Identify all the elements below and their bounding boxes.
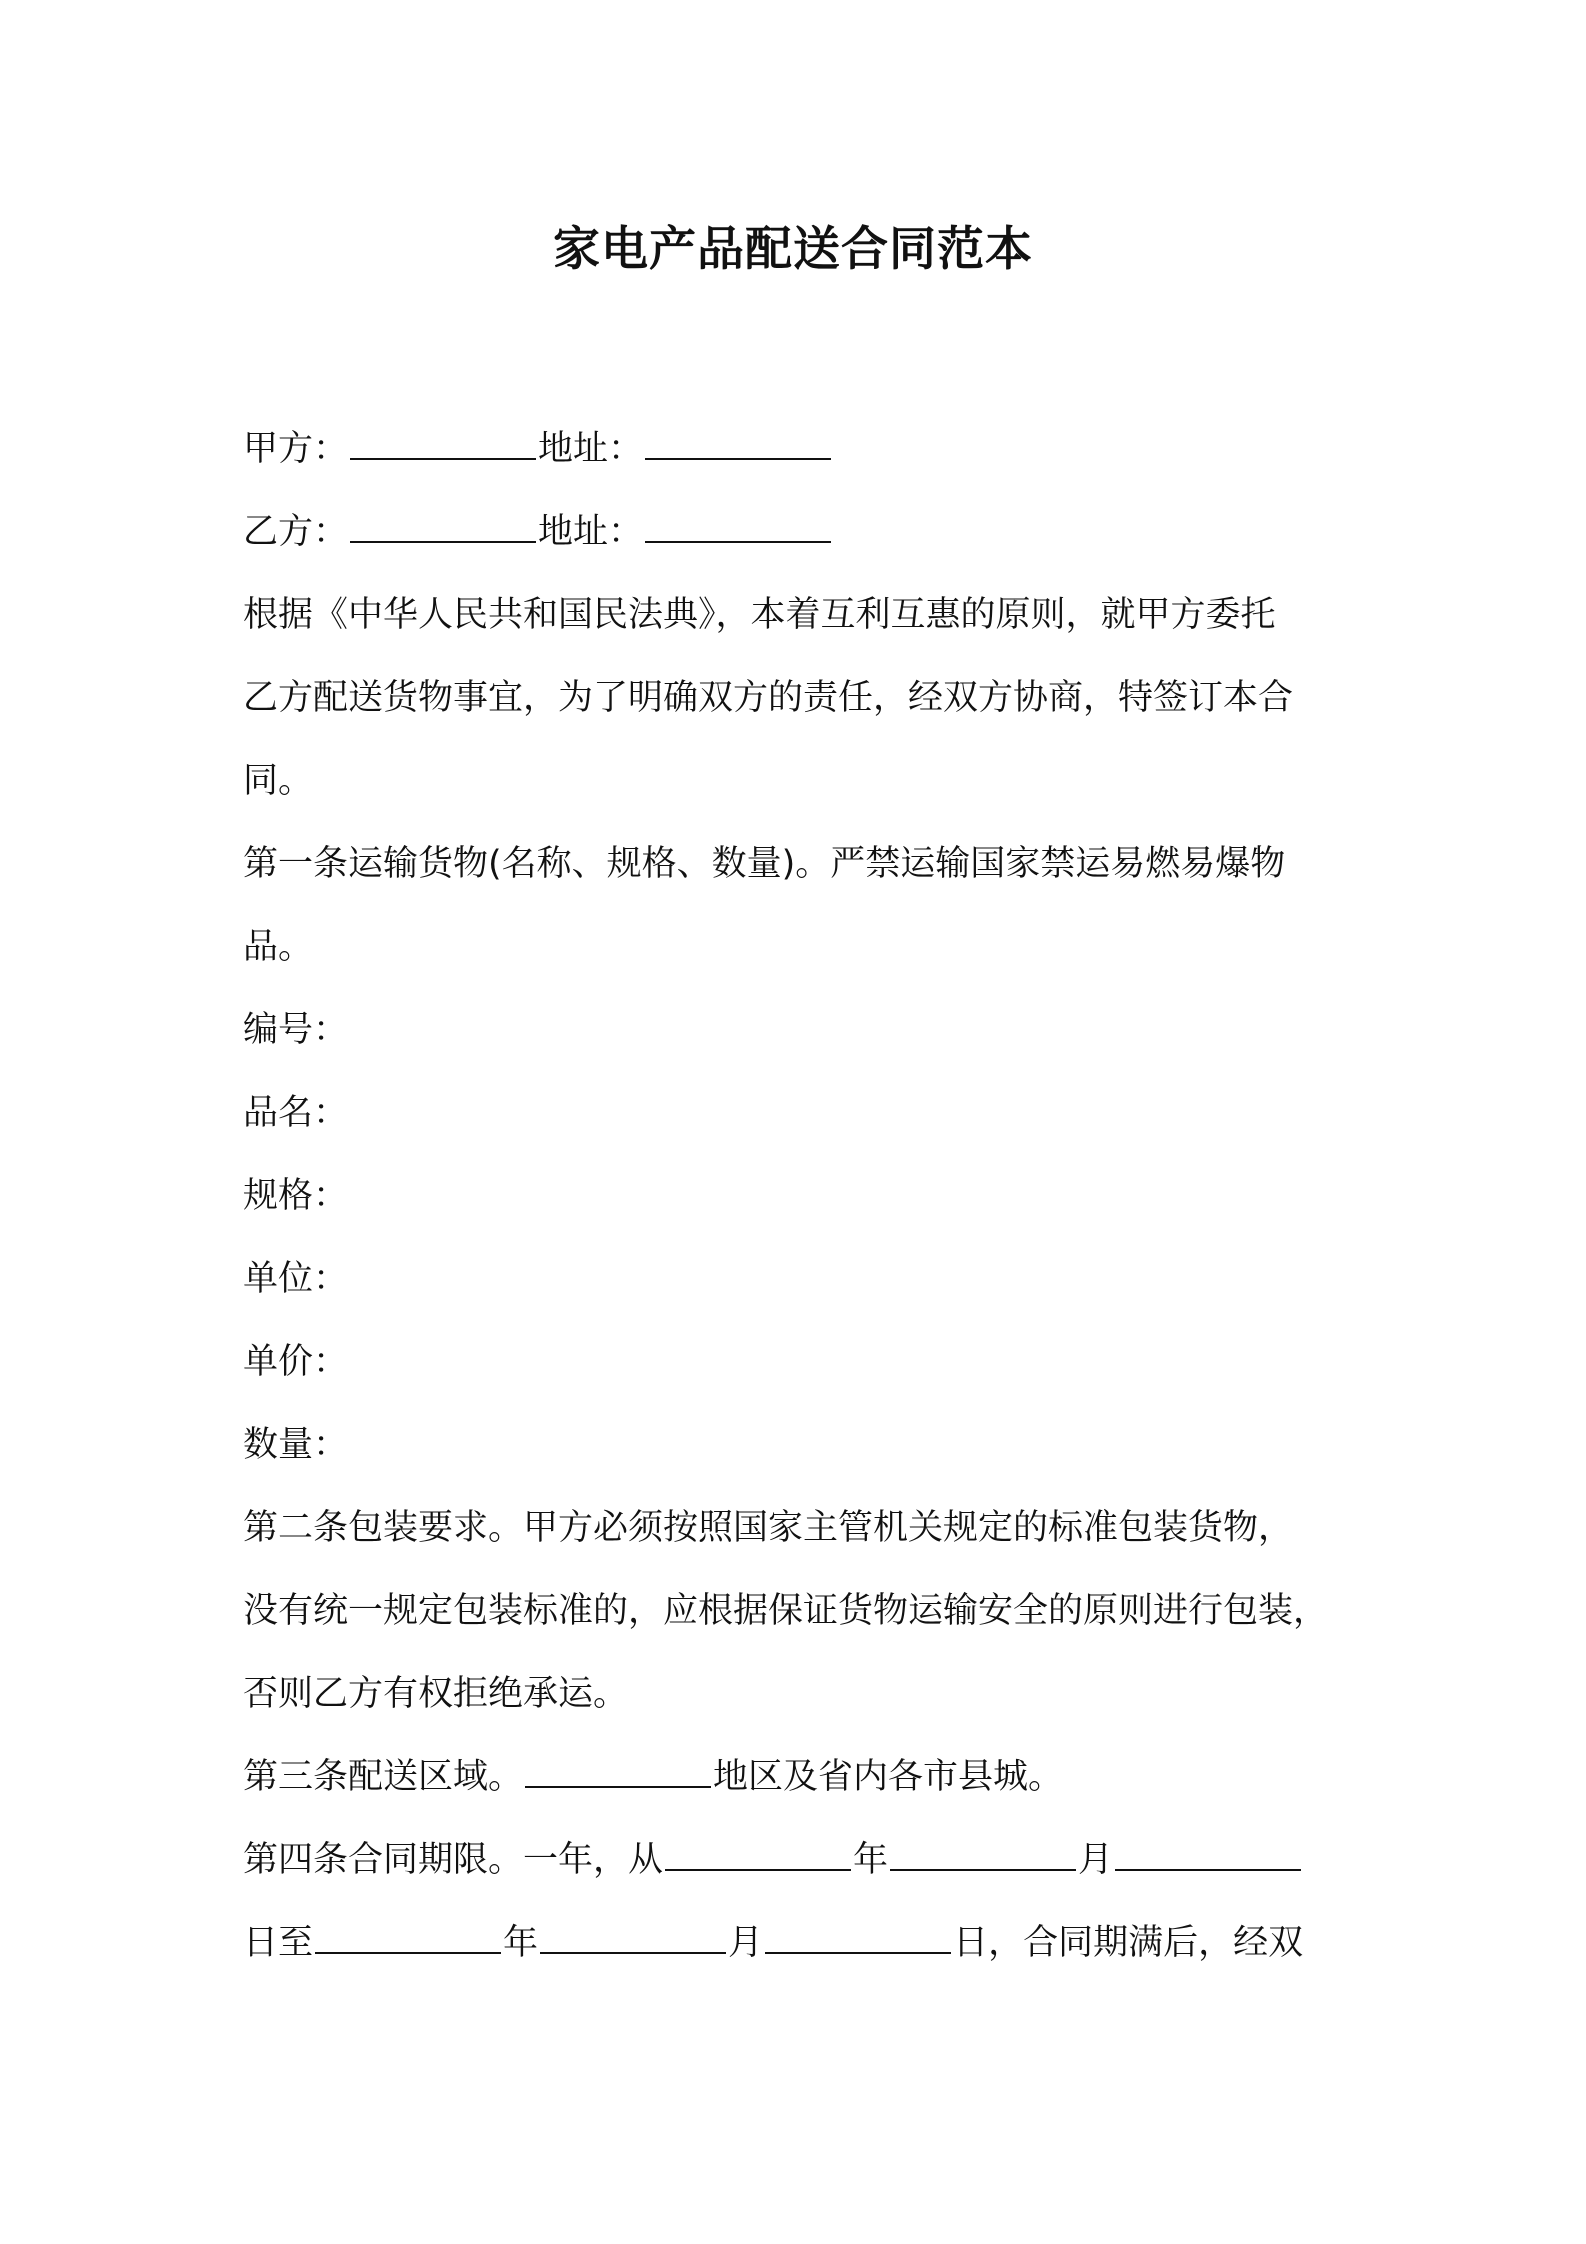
field-number: 编号： (243, 1010, 349, 1050)
region-blank (525, 1741, 711, 1788)
article2-line-2: 没有统一规定包装标准的，应根据保证货物运输安全的原则进行包装， (243, 1591, 1329, 1631)
party-b-address-label: 地址： (538, 512, 644, 552)
party-a-address-blank (645, 413, 831, 460)
article3-prefix: 第三条配送区域。 (243, 1757, 524, 1797)
intro-line-1: 根据《中华人民共和国民法典》，本着互利互惠的原则，就甲方委托 (243, 595, 1276, 635)
article3-line (243, 1736, 1373, 1819)
article2-line-1: 第二条包装要求。甲方必须按照国家主管机关规定的标准包装货物， (243, 1508, 1294, 1548)
start-month-blank (890, 1824, 1076, 1871)
article1-line-1: 第一条运输货物(名称、规格、数量)。严禁运输国家禁运易燃易爆物 (243, 844, 1286, 884)
document-body (243, 408, 1373, 1985)
party-b-address-blank (645, 496, 831, 543)
article4-prefix: 第四条合同期限。一年，从 (243, 1840, 664, 1880)
field-unit-price: 单价： (243, 1342, 349, 1382)
party-a-name-blank (350, 413, 536, 460)
end-year-blank (315, 1907, 501, 1954)
article4-suffix: ，合同期满后，经双 (988, 1923, 1304, 1963)
field-product-name: 品名： (243, 1093, 349, 1133)
end-month-blank (540, 1907, 726, 1954)
start-day-blank (1115, 1824, 1301, 1871)
field-specification: 规格： (243, 1176, 349, 1216)
end-day-label: 日 (953, 1923, 989, 1963)
article3-suffix: 地区及省内各市县城。 (713, 1757, 1064, 1797)
intro-line-2: 乙方配送货物事宜，为了明确双方的责任，经双方协商，特签订本合 (243, 678, 1294, 718)
field-quantity: 数量： (243, 1425, 349, 1465)
start-day-label: 日 (243, 1923, 279, 1963)
party-a-line (243, 408, 1373, 491)
party-b-line (243, 491, 1373, 574)
end-year-label: 年 (503, 1923, 539, 1963)
party-a-address-label: 地址： (538, 429, 644, 469)
party-a-label: 甲方： (243, 429, 349, 469)
document-title: 家电产品配送合同范本 (553, 222, 1033, 277)
article4-line-1 (243, 1819, 1373, 1902)
article4-line-2 (243, 1902, 1373, 1985)
to-label: 至 (278, 1923, 314, 1963)
article2-line-3: 否则乙方有权拒绝承运。 (243, 1674, 629, 1714)
article1-line-2: 品。 (243, 927, 314, 967)
party-b-name-blank (350, 496, 536, 543)
start-year-blank (665, 1824, 851, 1871)
start-year-label: 年 (853, 1840, 889, 1880)
start-month-label: 月 (1078, 1840, 1114, 1880)
end-day-blank (765, 1907, 951, 1954)
end-month-label: 月 (728, 1923, 764, 1963)
intro-line-3: 同。 (243, 761, 314, 801)
party-b-label: 乙方： (243, 512, 349, 552)
field-unit: 单位： (243, 1259, 349, 1299)
